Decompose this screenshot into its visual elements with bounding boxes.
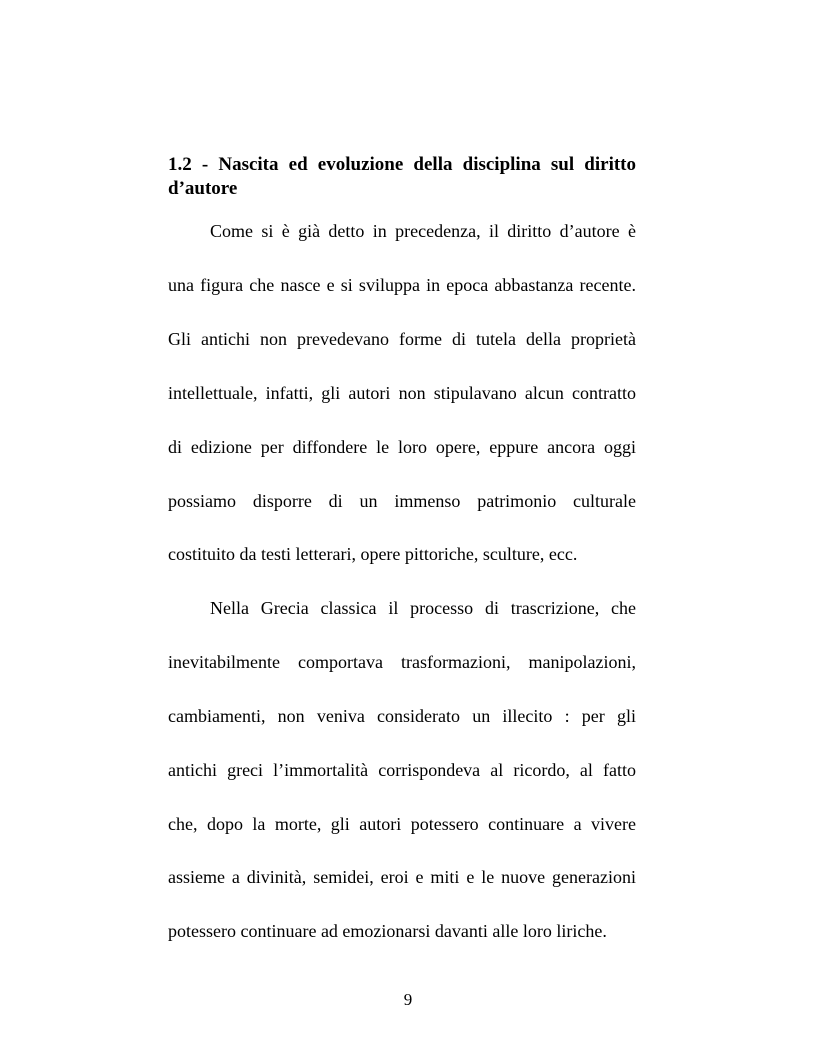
paragraph-line: Gli antichi non prevedevano forme di tutela della proprietà — [168, 329, 636, 349]
paragraph-line: cambiamenti, non veniva considerato un illecito : per gli — [168, 706, 636, 726]
paragraph-line: antichi greci l’immortalità corrispondeva al ricordo, al fatto — [168, 760, 636, 780]
paragraph-line: potessero continuare ad emozionarsi davanti alle loro liriche. — [168, 921, 607, 941]
section-heading-line: d’autore — [168, 178, 238, 199]
section-heading — [168, 153, 636, 201]
paragraph-line: Come si è già detto in precedenza, il diritto d’autore è — [210, 221, 636, 241]
section-heading-line: 1.2 - Nascita ed evoluzione della disciplina sul diritto — [168, 154, 636, 175]
paragraph-line: assieme a divinità, semidei, eroi e miti e le nuove generazioni — [168, 867, 636, 887]
paragraph-line: che, dopo la morte, gli autori potessero continuare a vivere — [168, 814, 636, 834]
paragraph-line: intellettuale, infatti, gli autori non stipulavano alcun contratto — [168, 383, 636, 403]
page-number: 9 — [403, 990, 413, 1009]
paragraph-line: possiamo disporre di un immenso patrimonio culturale — [168, 491, 636, 511]
paragraph-line: Nella Grecia classica il processo di trascrizione, che — [210, 598, 636, 618]
paragraph-line: di edizione per diffondere le loro opere, eppure ancora oggi — [168, 437, 636, 457]
paragraph-line: costituito da testi letterari, opere pittoriche, sculture, ecc. — [168, 544, 578, 564]
paragraph-line: inevitabilmente comportava trasformazioni, manipolazioni, — [168, 652, 636, 672]
paragraph-line: una figura che nasce e si sviluppa in epoca abbastanza recente. — [168, 275, 636, 295]
